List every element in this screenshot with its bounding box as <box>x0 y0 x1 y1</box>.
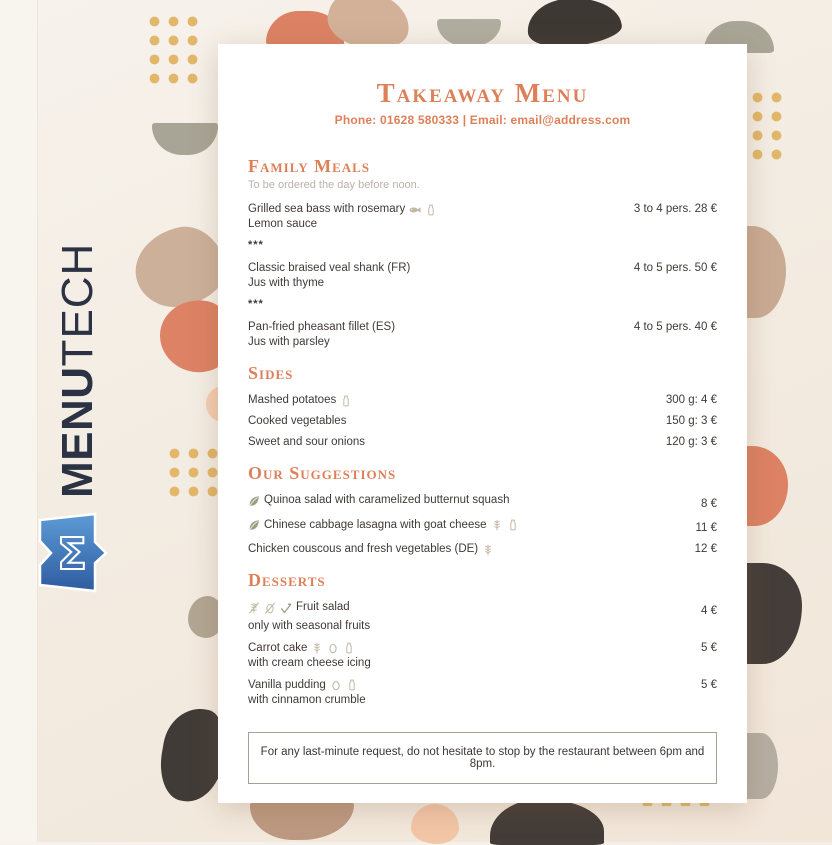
menu-item-name: Classic braised veal shank (FR) <box>248 262 411 274</box>
menu-item-price: 5 € <box>701 641 717 654</box>
menu-item <box>248 203 717 216</box>
dot-grid-mid-left <box>165 444 222 501</box>
menu-item-name: Quinoa salad with caramelized butternut squash <box>248 494 509 507</box>
menu-item-price: 8 € <box>701 497 717 510</box>
menu-item <box>248 494 717 511</box>
decor-blob-graybowl-left <box>152 123 218 155</box>
footer-note-text: For any last-minute request, do not hesitate to stop by the restaurant between 6pm and 8pm. <box>260 745 705 770</box>
wheat-icon <box>491 519 503 531</box>
section-title: Family Meals <box>248 156 371 176</box>
menu-item-desc: with cream cheese icing <box>248 656 371 669</box>
section-items <box>248 601 717 707</box>
brand-name-light: TECH <box>53 242 102 367</box>
menu-item-name: Grilled sea bass with rosemary <box>248 203 437 216</box>
menu-item-price: 4 to 5 pers. 40 € <box>633 321 717 333</box>
menu-item <box>248 642 717 655</box>
menu-item <box>248 543 717 556</box>
decor-blob-graycircle-right <box>744 733 778 799</box>
menu-item-name: Chicken couscous and fresh vegetables (DE) <box>248 543 494 556</box>
fish-icon <box>409 204 421 216</box>
menu-item <box>248 601 717 618</box>
menu-item-price: 4 € <box>701 604 717 617</box>
milk-bottle-icon <box>346 679 358 691</box>
menu-item-price: 4 to 5 pers. 50 € <box>633 262 717 274</box>
decor-blob-charcoal-bottom <box>490 799 604 845</box>
menu-item <box>248 321 717 334</box>
wheat-icon <box>311 642 323 654</box>
menu-item-name: Carrot cake <box>248 642 355 655</box>
menu-item-desc: Jus with thyme <box>248 277 325 289</box>
gluten-free-icon <box>248 602 260 614</box>
menu-card <box>218 44 747 803</box>
egg-icon <box>330 679 342 691</box>
menu-item-price: 12 € <box>694 543 717 555</box>
decor-blob-tan-left <box>128 219 232 314</box>
section-items <box>248 394 717 449</box>
footer-note-box <box>248 732 717 784</box>
menu-item-desc: only with seasonal fruits <box>248 619 371 632</box>
menu-separator: *** <box>248 239 264 251</box>
menu-item-name: Vanilla pudding <box>248 679 358 692</box>
vegan-icon <box>280 602 292 614</box>
menu-item <box>248 519 717 536</box>
sigma-glyph: Σ <box>56 529 88 580</box>
section-title: Our Suggestions <box>248 463 397 483</box>
page-edge-strip <box>0 0 38 842</box>
decor-blob-salmon-right <box>746 446 788 526</box>
brand-logotype <box>53 242 102 498</box>
section-items <box>248 494 717 556</box>
menu-item <box>248 394 717 407</box>
decor-blob-gray-bowl-top <box>437 19 501 46</box>
egg-free-icon <box>264 602 276 614</box>
menu-item <box>248 436 717 449</box>
menu-contact: Phone: 01628 580333 | Email: email@address.com <box>334 113 631 127</box>
leaf-icon <box>248 495 260 507</box>
decor-blob-peach-bottom <box>411 804 459 844</box>
leaf-icon <box>248 519 260 531</box>
menu-item-name: Sweet and sour onions <box>248 436 365 448</box>
menu-item <box>248 262 717 275</box>
dot-grid-top-right <box>748 88 786 164</box>
brand-name-bold: MENU <box>53 366 102 498</box>
menu-item-name: Fruit salad <box>248 601 350 614</box>
menu-item-name: Pan-fried pheasant fillet (ES) <box>248 321 396 333</box>
section-items <box>248 203 717 349</box>
menu-sections <box>248 158 717 707</box>
dot-grid-top-left <box>145 12 202 88</box>
menu-item-name: Chinese cabbage lasagna with goat cheese <box>248 519 519 532</box>
menu-separator: *** <box>248 298 264 310</box>
egg-icon <box>327 642 339 654</box>
menu-item-name: Cooked vegetables <box>248 415 347 427</box>
sigma-logo-icon <box>36 511 108 595</box>
menu-item <box>248 415 717 428</box>
menu-item-desc: with cinnamon crumble <box>248 693 366 706</box>
brand-logo <box>36 511 108 600</box>
wheat-icon <box>482 544 494 556</box>
menu-item-name: Mashed potatoes <box>248 394 352 407</box>
section-note: To be ordered the day before noon. <box>248 179 420 191</box>
menu-item-desc: Lemon sauce <box>248 218 318 230</box>
menu-item <box>248 679 717 692</box>
menu-item-price: 11 € <box>695 522 717 534</box>
milk-bottle-icon <box>343 642 355 654</box>
milk-bottle-icon <box>507 519 519 531</box>
section-title: Sides <box>248 363 294 383</box>
menu-item-price: 3 to 4 pers. 28 € <box>633 203 717 215</box>
menu-title: Takeaway Menu <box>376 78 589 108</box>
section-title: Desserts <box>248 570 326 590</box>
menu-item-price: 5 € <box>701 678 717 691</box>
milk-bottle-icon <box>425 204 437 216</box>
decor-blob-brown-bottom <box>250 802 354 840</box>
menu-item-price: 150 g: 3 € <box>665 415 717 427</box>
menu-item-price: 300 g: 4 € <box>665 394 717 406</box>
menu-item-desc: Jus with parsley <box>248 336 330 348</box>
decor-blob-tan-right <box>746 226 786 318</box>
menu-item-price: 120 g: 3 € <box>665 436 717 448</box>
milk-bottle-icon <box>340 395 352 407</box>
decor-blob-charcoal-right <box>746 563 802 664</box>
